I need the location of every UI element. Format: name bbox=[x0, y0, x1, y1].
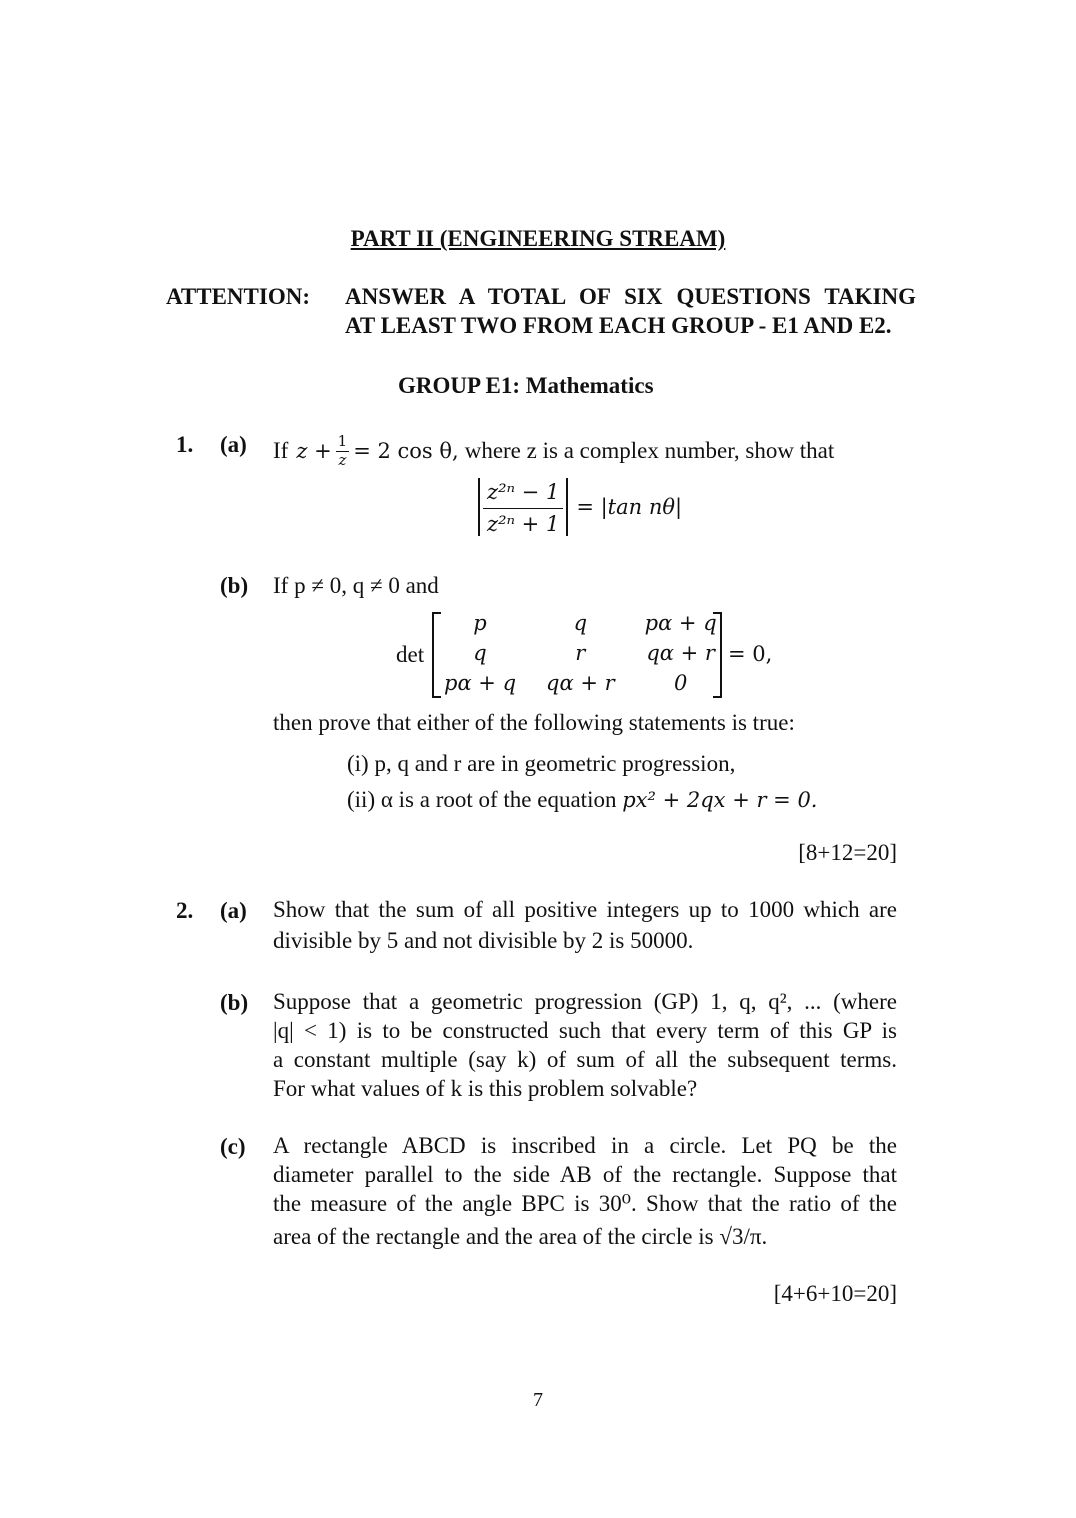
question-number-1: 1. bbox=[176, 432, 194, 457]
question-number-2: 2. bbox=[176, 898, 194, 923]
q1-part-a-label: (a) bbox=[220, 432, 247, 457]
attention-line-2: AT LEAST TWO FROM EACH GROUP - E1 AND E2. bbox=[345, 313, 892, 338]
q2c-line-2: diameter parallel to the side AB of the rectangle. Suppose that bbox=[273, 1162, 897, 1187]
group-heading: GROUP E1: Mathematics bbox=[398, 373, 654, 398]
q1a-big-fraction: $\frac{\text{z²ⁿ − 1}}{\text{z²ⁿ + 1}}$ bbox=[483, 478, 563, 535]
matrix-cell: qα + r bbox=[646, 641, 715, 665]
q2c-line-3: the measure of the angle BPC is 30⁰. Show that the ratio of the bbox=[273, 1191, 897, 1216]
q1a-equation bbox=[478, 474, 682, 540]
q1a-fraction: $\frac{1}{z}$ bbox=[337, 432, 348, 469]
q1a-where: where z is a complex number, show that bbox=[464, 438, 835, 463]
matrix-cell: r bbox=[575, 641, 586, 665]
matrix-cell: qα + r bbox=[546, 671, 615, 695]
matrix-cell: p bbox=[473, 611, 487, 635]
q2a-line-2: divisible by 5 and not divisible by 2 is 50000. bbox=[273, 928, 694, 953]
q1b-equals: = 0, bbox=[728, 642, 773, 666]
matrix-cell: 0 bbox=[673, 671, 688, 695]
matrix-table bbox=[434, 608, 727, 698]
matrix-cell: pα + q bbox=[644, 611, 717, 635]
q2-part-c-label: (c) bbox=[220, 1134, 246, 1159]
matrix-cell: q bbox=[473, 641, 487, 665]
q1b-statement-i: (i) p, q and r are in geometric progression, bbox=[347, 751, 736, 776]
q1-marks: [8+12=20] bbox=[798, 840, 897, 865]
matrix-row bbox=[434, 638, 727, 668]
q1b-then: then prove that either of the following statements is true: bbox=[273, 710, 795, 735]
q2c-line-4: area of the rectangle and the area of the circle is √3/π. bbox=[273, 1224, 768, 1249]
q1b-condition: If p ≠ 0, q ≠ 0 and bbox=[273, 573, 439, 598]
matrix-row bbox=[434, 608, 727, 638]
q2-part-b-label: (b) bbox=[220, 990, 249, 1015]
matrix-cell: q bbox=[573, 611, 588, 635]
q1a-if: If bbox=[273, 438, 289, 463]
q2-marks: [4+6+10=20] bbox=[773, 1281, 897, 1306]
q1a-rhs: = |tan nθ| bbox=[576, 495, 683, 519]
q1a-z: z + bbox=[296, 439, 332, 463]
matrix-row bbox=[434, 668, 727, 698]
q2c-line-1: A rectangle ABCD is inscribed in a circle. Let PQ be the bbox=[273, 1133, 897, 1158]
attention-line-1: ANSWER A TOTAL OF SIX QUESTIONS TAKING bbox=[345, 284, 916, 309]
q1b-matrix bbox=[432, 608, 722, 698]
attention-label: ATTENTION: bbox=[166, 284, 310, 309]
q2b-line-3: a constant multiple (say k) of sum of all the subsequent terms. bbox=[273, 1047, 897, 1072]
matrix-cell: pα + q bbox=[444, 671, 517, 695]
q2b-line-2: |q| < 1) is to be constructed such that every term of this GP is bbox=[273, 1018, 897, 1043]
q2a-line-1: Show that the sum of all positive integers up to 1000 which are bbox=[273, 897, 897, 922]
q1b-statement-ii: (ii) α is a root of the equation px² + 2qx + r = 0. bbox=[347, 787, 818, 812]
q1a-statement bbox=[273, 428, 834, 474]
q1b-det-label: det bbox=[396, 642, 425, 667]
q2-part-a-label: (a) bbox=[220, 898, 247, 923]
q1-part-b-label: (b) bbox=[220, 573, 249, 598]
page-title: PART II (ENGINEERING STREAM) bbox=[350, 226, 726, 251]
q1a-cond: = 2 cos θ, bbox=[353, 439, 459, 463]
q1a-abs-bars bbox=[478, 478, 568, 535]
q2b-line-1: Suppose that a geometric progression (GP) 1, q, q², ... (where bbox=[273, 989, 897, 1014]
page-number: 7 bbox=[533, 1389, 543, 1411]
q2b-line-4: For what values of k is this problem solvable? bbox=[273, 1076, 698, 1101]
